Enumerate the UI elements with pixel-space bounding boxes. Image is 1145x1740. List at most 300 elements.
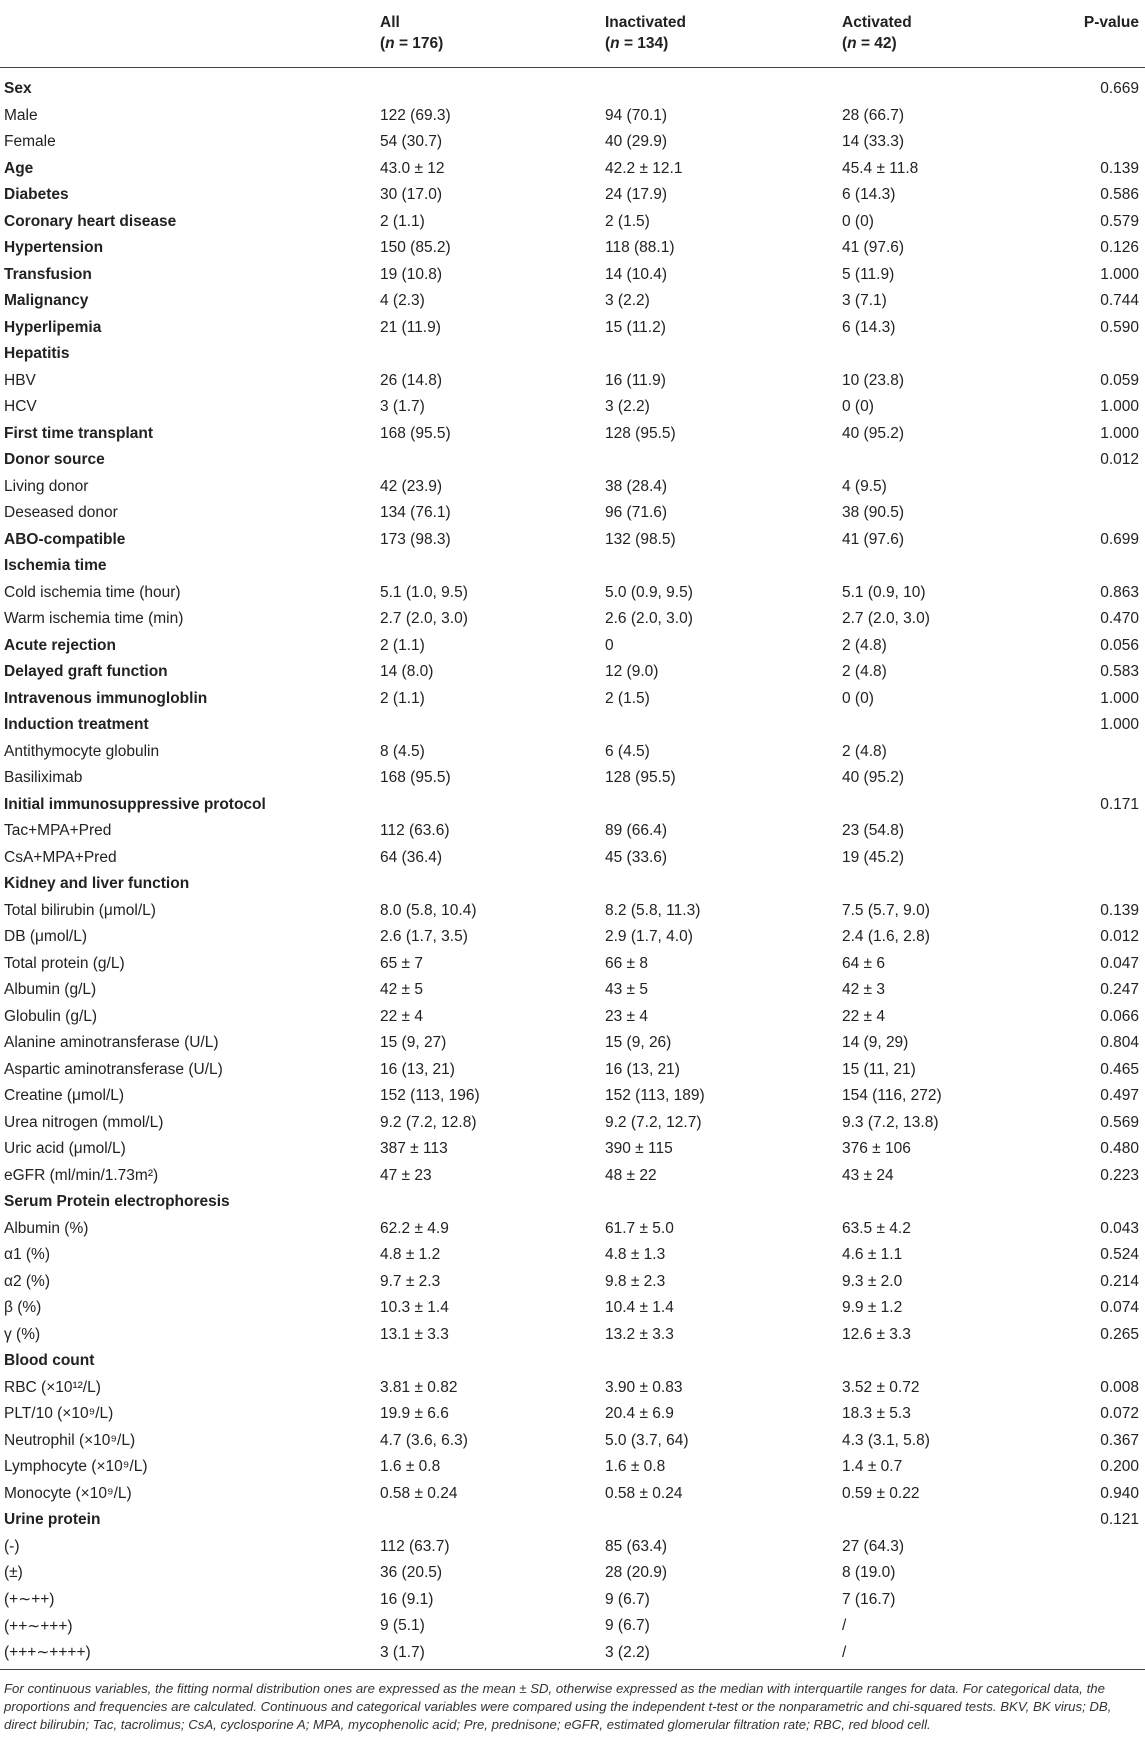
cell-all: 19.9 ± 6.6 bbox=[380, 1405, 449, 1423]
table-row bbox=[0, 315, 1145, 342]
cell-all: 2 (1.1) bbox=[380, 636, 425, 654]
cell-p-value: 0.214 bbox=[1100, 1272, 1139, 1290]
cell-p-value bbox=[1045, 845, 1145, 872]
cell-all: 112 (63.7) bbox=[380, 1537, 450, 1555]
row-label: Urine protein bbox=[4, 1511, 101, 1529]
row-label: Tac+MPA+Pred bbox=[4, 822, 112, 840]
table-row bbox=[0, 1534, 1145, 1561]
cell-all: 387 ± 113 bbox=[380, 1140, 448, 1158]
cell-activated: 6 (14.3) bbox=[842, 186, 896, 204]
row-label: RBC (×10¹²/L) bbox=[4, 1378, 101, 1396]
header-activated: Activated bbox=[842, 14, 912, 31]
row-label: α2 (%) bbox=[4, 1272, 50, 1290]
row-label: ABO-compatible bbox=[4, 530, 126, 548]
n-open-paren: ( bbox=[380, 35, 386, 52]
cell-activated: 2 (4.8) bbox=[842, 663, 887, 681]
cell-activated: 38 (90.5) bbox=[842, 504, 905, 522]
row-label: (±) bbox=[4, 1564, 23, 1582]
cell-inactivated: 42.2 ± 12.1 bbox=[605, 159, 683, 177]
cell-inactivated: 14 (10.4) bbox=[605, 265, 668, 283]
row-label: Urea nitrogen (mmol/L) bbox=[4, 1113, 164, 1131]
row-label: Lymphocyte (×10⁹/L) bbox=[4, 1458, 148, 1476]
row-label: Basiliximab bbox=[4, 769, 83, 787]
table-row bbox=[0, 924, 1145, 951]
cell-p-value bbox=[1045, 129, 1145, 156]
cell-p-value: 1.000 bbox=[1100, 716, 1139, 734]
table-row bbox=[0, 1242, 1145, 1269]
cell-p-value bbox=[1045, 1613, 1145, 1640]
row-label: Serum Protein electrophoresis bbox=[4, 1193, 230, 1211]
row-label: Albumin (%) bbox=[4, 1219, 89, 1237]
cell-activated: 2.7 (2.0, 3.0) bbox=[842, 610, 930, 628]
cell-activated: 42 ± 3 bbox=[842, 981, 885, 999]
table-row bbox=[0, 1560, 1145, 1587]
cell-p-value bbox=[1045, 1348, 1145, 1375]
row-label: Hepatitis bbox=[4, 345, 70, 363]
cell-p-value: 0.265 bbox=[1100, 1325, 1139, 1343]
cell-inactivated: 6 (4.5) bbox=[605, 742, 650, 760]
cell-all: 9.7 ± 2.3 bbox=[380, 1272, 441, 1290]
cell-activated bbox=[838, 553, 1045, 580]
table-row bbox=[0, 1163, 1145, 1190]
table-row bbox=[0, 1269, 1145, 1296]
table-row bbox=[0, 1613, 1145, 1640]
cell-p-value: 0.744 bbox=[1100, 292, 1139, 310]
cell-p-value: 0.047 bbox=[1100, 954, 1139, 972]
table-row bbox=[0, 712, 1145, 739]
cell-inactivated: 61.7 ± 5.0 bbox=[605, 1219, 674, 1237]
cell-all: 152 (113, 196) bbox=[380, 1087, 480, 1105]
cell-p-value: 0.465 bbox=[1100, 1060, 1139, 1078]
cell-inactivated: 38 (28.4) bbox=[605, 477, 668, 495]
cell-inactivated: 28 (20.9) bbox=[605, 1564, 668, 1582]
cell-all: 62.2 ± 4.9 bbox=[380, 1219, 449, 1237]
row-label: Transfusion bbox=[4, 265, 92, 283]
cell-all bbox=[376, 68, 601, 103]
cell-all: 65 ± 7 bbox=[380, 954, 423, 972]
cell-activated: 19 (45.2) bbox=[842, 848, 905, 866]
cell-p-value: 1.000 bbox=[1100, 424, 1139, 442]
cell-activated: 45.4 ± 11.8 bbox=[842, 159, 919, 177]
cell-all: 43.0 ± 12 bbox=[380, 159, 445, 177]
cell-inactivated: 9.2 (7.2, 12.7) bbox=[605, 1113, 702, 1131]
cell-activated: 376 ± 106 bbox=[842, 1140, 911, 1158]
cell-activated: 3 (7.1) bbox=[842, 292, 887, 310]
cell-activated: 2 (4.8) bbox=[842, 742, 887, 760]
table-body bbox=[0, 68, 1145, 1670]
table-row bbox=[0, 1083, 1145, 1110]
cell-all: 168 (95.5) bbox=[380, 424, 451, 442]
table-row bbox=[0, 1428, 1145, 1455]
cell-inactivated: 5.0 (3.7, 64) bbox=[605, 1431, 689, 1449]
cell-activated bbox=[838, 68, 1045, 103]
cell-inactivated: 85 (63.4) bbox=[605, 1537, 668, 1555]
cell-activated: 41 (97.6) bbox=[842, 239, 905, 257]
cell-inactivated: 16 (11.9) bbox=[605, 371, 666, 389]
cell-activated bbox=[838, 712, 1045, 739]
cell-inactivated: 48 ± 22 bbox=[605, 1166, 657, 1184]
row-label: Globulin (g/L) bbox=[4, 1007, 98, 1025]
n-count: = 42) bbox=[860, 35, 897, 52]
cell-activated: 7.5 (5.7, 9.0) bbox=[842, 901, 930, 919]
cell-p-value: 1.000 bbox=[1100, 265, 1139, 283]
table-row bbox=[0, 182, 1145, 209]
cell-p-value bbox=[1045, 1587, 1145, 1614]
cell-p-value: 0.012 bbox=[1100, 451, 1139, 469]
n-count: = 134) bbox=[623, 35, 669, 52]
cell-all bbox=[376, 447, 601, 474]
cell-p-value bbox=[1045, 765, 1145, 792]
cell-p-value: 0.066 bbox=[1100, 1007, 1139, 1025]
cell-activated: 43 ± 24 bbox=[842, 1166, 894, 1184]
row-label: Female bbox=[4, 133, 56, 151]
cell-all: 16 (13, 21) bbox=[380, 1060, 455, 1078]
cell-p-value bbox=[1045, 474, 1145, 501]
cell-inactivated bbox=[601, 1507, 838, 1534]
cell-p-value: 1.000 bbox=[1100, 689, 1139, 707]
cell-all: 14 (8.0) bbox=[380, 663, 434, 681]
table-row bbox=[0, 341, 1145, 368]
cell-all: 9.2 (7.2, 12.8) bbox=[380, 1113, 477, 1131]
cell-all: 4.7 (3.6, 6.3) bbox=[380, 1431, 468, 1449]
table-row bbox=[0, 951, 1145, 978]
cell-p-value: 0.940 bbox=[1100, 1484, 1139, 1502]
table-row bbox=[0, 156, 1145, 183]
header-empty bbox=[0, 0, 376, 33]
cell-activated: / bbox=[838, 1640, 1045, 1670]
cell-all: 47 ± 23 bbox=[380, 1166, 432, 1184]
cell-activated: 3.52 ± 0.72 bbox=[842, 1378, 920, 1396]
cell-activated: 22 ± 4 bbox=[842, 1007, 885, 1025]
cell-inactivated: 2.9 (1.7, 4.0) bbox=[605, 928, 693, 946]
cell-all: 64 (36.4) bbox=[380, 848, 443, 866]
cell-p-value bbox=[1045, 1560, 1145, 1587]
table-row bbox=[0, 1110, 1145, 1137]
cell-activated: 40 (95.2) bbox=[842, 769, 905, 787]
cell-all bbox=[376, 341, 601, 368]
cell-inactivated: 13.2 ± 3.3 bbox=[605, 1325, 674, 1343]
row-label: (+++∼++++) bbox=[0, 1640, 376, 1670]
cell-inactivated: 152 (113, 189) bbox=[605, 1087, 705, 1105]
cell-all: 168 (95.5) bbox=[380, 769, 451, 787]
cell-activated bbox=[838, 792, 1045, 819]
cell-inactivated: 43 ± 5 bbox=[605, 981, 648, 999]
table-row bbox=[0, 129, 1145, 156]
row-label: Blood count bbox=[4, 1352, 95, 1370]
row-label: Age bbox=[4, 159, 34, 177]
cell-activated bbox=[838, 1189, 1045, 1216]
row-label: PLT/10 (×10⁹/L) bbox=[4, 1405, 114, 1423]
table-row bbox=[0, 527, 1145, 554]
cell-p-value: 0.059 bbox=[1100, 371, 1139, 389]
table-row bbox=[0, 421, 1145, 448]
table-row bbox=[0, 1189, 1145, 1216]
row-label: Delayed graft function bbox=[4, 663, 168, 681]
cell-p-value: 0.012 bbox=[1100, 928, 1139, 946]
cell-all: 8.0 (5.8, 10.4) bbox=[380, 901, 477, 919]
cell-all bbox=[376, 871, 601, 898]
n-symbol: n bbox=[385, 35, 395, 52]
cell-inactivated: 3 (2.2) bbox=[605, 398, 650, 416]
cell-inactivated: 2 (1.5) bbox=[605, 689, 650, 707]
cell-inactivated: 128 (95.5) bbox=[605, 769, 676, 787]
cell-p-value: 0.043 bbox=[1100, 1219, 1139, 1237]
row-label: Initial immunosuppressive protocol bbox=[4, 795, 266, 813]
table-row bbox=[0, 765, 1145, 792]
cell-inactivated bbox=[601, 1348, 838, 1375]
cell-activated: 63.5 ± 4.2 bbox=[842, 1219, 911, 1237]
n-open-paren: ( bbox=[842, 35, 848, 52]
row-label: Aspartic aminotransferase (U/L) bbox=[4, 1060, 223, 1078]
cell-p-value: 0.470 bbox=[1100, 610, 1139, 628]
cell-activated: 4 (9.5) bbox=[842, 477, 887, 495]
cell-p-value: 0.223 bbox=[1100, 1166, 1139, 1184]
cell-activated: 5.1 (0.9, 10) bbox=[842, 583, 926, 601]
cell-all bbox=[376, 553, 601, 580]
cell-all: 36 (20.5) bbox=[380, 1564, 443, 1582]
cell-all: 13.1 ± 3.3 bbox=[380, 1325, 449, 1343]
cell-p-value: 0.579 bbox=[1100, 212, 1139, 230]
table-row bbox=[0, 1587, 1145, 1614]
cell-activated bbox=[838, 447, 1045, 474]
table-row bbox=[0, 1295, 1145, 1322]
cell-p-value: 0.121 bbox=[1100, 1511, 1139, 1529]
cell-p-value: 0.200 bbox=[1100, 1458, 1139, 1476]
table-row bbox=[0, 1030, 1145, 1057]
cell-inactivated: 9 (6.7) bbox=[605, 1590, 650, 1608]
cell-all: 21 (11.9) bbox=[380, 318, 441, 336]
cell-activated: 0 (0) bbox=[842, 212, 874, 230]
table-row bbox=[0, 977, 1145, 1004]
row-label: Warm ischemia time (min) bbox=[4, 610, 184, 628]
cell-inactivated bbox=[601, 1189, 838, 1216]
cell-inactivated: 2.6 (2.0, 3.0) bbox=[605, 610, 693, 628]
table-row bbox=[0, 1454, 1145, 1481]
row-label: Cold ischemia time (hour) bbox=[4, 583, 181, 601]
row-label: β (%) bbox=[4, 1299, 42, 1317]
cell-activated: 7 (16.7) bbox=[842, 1590, 896, 1608]
row-label: Male bbox=[4, 106, 38, 124]
cell-activated: 5 (11.9) bbox=[842, 265, 895, 283]
table-row bbox=[0, 262, 1145, 289]
cell-inactivated: 3.90 ± 0.83 bbox=[605, 1378, 683, 1396]
cell-p-value: 0.139 bbox=[1100, 901, 1139, 919]
cell-inactivated bbox=[601, 341, 838, 368]
row-label: Creatine (μmol/L) bbox=[4, 1087, 125, 1105]
cell-all: 2 (1.1) bbox=[380, 689, 425, 707]
cell-p-value: 0.008 bbox=[1100, 1378, 1139, 1396]
n-open-paren: ( bbox=[605, 35, 611, 52]
table-row bbox=[0, 739, 1145, 766]
cell-inactivated: 1.6 ± 0.8 bbox=[605, 1458, 666, 1476]
cell-inactivated: 16 (13, 21) bbox=[605, 1060, 680, 1078]
cell-p-value: 0.863 bbox=[1100, 583, 1139, 601]
cell-inactivated: 128 (95.5) bbox=[605, 424, 676, 442]
cell-all: 10.3 ± 1.4 bbox=[380, 1299, 449, 1317]
header-p-value: P-value bbox=[1083, 14, 1139, 31]
cell-inactivated: 15 (11.2) bbox=[605, 318, 666, 336]
cell-p-value: 0.699 bbox=[1100, 530, 1139, 548]
cell-all: 42 (23.9) bbox=[380, 477, 443, 495]
cell-all: 22 ± 4 bbox=[380, 1007, 423, 1025]
table-row bbox=[0, 1375, 1145, 1402]
cell-inactivated: 390 ± 115 bbox=[605, 1140, 673, 1158]
cell-all: 1.6 ± 0.8 bbox=[380, 1458, 441, 1476]
cell-activated: 14 (33.3) bbox=[842, 133, 905, 151]
cell-inactivated: 3 (2.2) bbox=[605, 292, 650, 310]
cell-p-value: 0.367 bbox=[1100, 1431, 1139, 1449]
cell-p-value bbox=[1045, 341, 1145, 368]
row-label: HBV bbox=[4, 371, 36, 389]
cell-all: 150 (85.2) bbox=[380, 239, 451, 257]
row-label: Monocyte (×10⁹/L) bbox=[4, 1484, 132, 1502]
row-label: Antithymocyte globulin bbox=[4, 742, 160, 760]
cell-p-value: 1.000 bbox=[1100, 398, 1139, 416]
cell-inactivated: 2 (1.5) bbox=[605, 212, 650, 230]
cell-activated bbox=[838, 871, 1045, 898]
cell-inactivated: 10.4 ± 1.4 bbox=[605, 1299, 674, 1317]
cell-activated: 10 (23.8) bbox=[842, 371, 905, 389]
cell-all bbox=[376, 712, 601, 739]
n-count: = 176) bbox=[398, 35, 444, 52]
table-row bbox=[0, 103, 1145, 130]
cell-p-value: 0.126 bbox=[1100, 239, 1139, 257]
row-label: HCV bbox=[4, 398, 37, 416]
cell-p-value bbox=[1045, 1534, 1145, 1561]
table-row bbox=[0, 1507, 1145, 1534]
row-label: Kidney and liver function bbox=[4, 875, 190, 893]
cell-inactivated: 9 (6.7) bbox=[605, 1617, 650, 1635]
cell-p-value: 0.590 bbox=[1100, 318, 1139, 336]
cell-activated: 0.59 ± 0.22 bbox=[842, 1484, 920, 1502]
row-label: Acute rejection bbox=[4, 636, 116, 654]
table-row bbox=[0, 288, 1145, 315]
table-row bbox=[0, 68, 1145, 103]
cell-inactivated bbox=[601, 553, 838, 580]
cell-activated: 28 (66.7) bbox=[842, 106, 905, 124]
table-row bbox=[0, 580, 1145, 607]
table-row bbox=[0, 553, 1145, 580]
cell-p-value: 0.247 bbox=[1100, 981, 1139, 999]
cell-all: 4 (2.3) bbox=[380, 292, 425, 310]
table-row bbox=[0, 394, 1145, 421]
table-row bbox=[0, 659, 1145, 686]
cell-inactivated: 20.4 ± 6.9 bbox=[605, 1405, 674, 1423]
cell-inactivated: 5.0 (0.9, 9.5) bbox=[605, 583, 693, 601]
cell-p-value: 0.074 bbox=[1100, 1299, 1139, 1317]
header-activated-n bbox=[838, 33, 1045, 68]
cell-activated: 4.3 (3.1, 5.8) bbox=[842, 1431, 930, 1449]
n-symbol: n bbox=[847, 35, 857, 52]
cell-all bbox=[376, 792, 601, 819]
header-inactivated: Inactivated bbox=[605, 14, 686, 31]
cell-p-value: 0.056 bbox=[1100, 636, 1139, 654]
table-row bbox=[0, 1057, 1145, 1084]
cell-inactivated: 3 (2.2) bbox=[601, 1640, 838, 1670]
row-label: Hyperlipemia bbox=[4, 318, 102, 336]
cell-p-value bbox=[1045, 553, 1145, 580]
cell-activated bbox=[838, 1507, 1045, 1534]
cell-all: 4.8 ± 1.2 bbox=[380, 1246, 441, 1264]
cell-activated: 14 (9, 29) bbox=[842, 1034, 909, 1052]
cell-p-value: 0.586 bbox=[1100, 186, 1139, 204]
row-label: Sex bbox=[4, 80, 32, 98]
table-row bbox=[0, 871, 1145, 898]
row-label: Intravenous immunogloblin bbox=[4, 689, 208, 707]
cell-p-value: 0.497 bbox=[1100, 1087, 1139, 1105]
cell-all bbox=[376, 1348, 601, 1375]
row-label: (+∼++) bbox=[4, 1591, 55, 1609]
cell-activated: 2.4 (1.6, 2.8) bbox=[842, 928, 930, 946]
cell-activated: 0 (0) bbox=[842, 398, 874, 416]
cell-all: 42 ± 5 bbox=[380, 981, 423, 999]
row-label: First time transplant bbox=[4, 424, 153, 442]
cell-inactivated: 96 (71.6) bbox=[605, 504, 668, 522]
cell-p-value bbox=[1045, 818, 1145, 845]
cell-all bbox=[376, 1507, 601, 1534]
row-label: Malignancy bbox=[4, 292, 89, 310]
cell-inactivated: 89 (66.4) bbox=[605, 822, 668, 840]
cell-all: 134 (76.1) bbox=[380, 504, 451, 522]
cell-p-value: 0.669 bbox=[1100, 80, 1139, 98]
cell-all: 26 (14.8) bbox=[380, 371, 443, 389]
header-empty-3 bbox=[1045, 33, 1145, 68]
row-label: eGFR (ml/min/1.73m²) bbox=[4, 1166, 159, 1184]
row-label: Ischemia time bbox=[4, 557, 107, 575]
table-header bbox=[0, 0, 1145, 68]
cell-all: 112 (63.6) bbox=[380, 822, 450, 840]
cell-all: 2.6 (1.7, 3.5) bbox=[380, 928, 468, 946]
row-label: Uric acid (μmol/L) bbox=[4, 1140, 126, 1158]
cell-activated: 154 (116, 272) bbox=[842, 1087, 942, 1105]
cell-inactivated bbox=[601, 712, 838, 739]
table-row bbox=[0, 633, 1145, 660]
row-label: Donor source bbox=[4, 451, 105, 469]
cell-all: 54 (30.7) bbox=[380, 133, 443, 151]
table-row bbox=[0, 500, 1145, 527]
cell-activated: 23 (54.8) bbox=[842, 822, 905, 840]
cell-p-value: 0.171 bbox=[1100, 795, 1139, 813]
header-all-n bbox=[376, 33, 601, 68]
cell-p-value bbox=[1045, 871, 1145, 898]
cell-p-value bbox=[1045, 1640, 1145, 1670]
cell-p-value: 0.804 bbox=[1100, 1034, 1139, 1052]
table-row bbox=[0, 209, 1145, 236]
cell-all: 3.81 ± 0.82 bbox=[380, 1378, 458, 1396]
cell-all: 5.1 (1.0, 9.5) bbox=[380, 583, 468, 601]
cell-inactivated: 12 (9.0) bbox=[605, 663, 659, 681]
table-row bbox=[0, 1136, 1145, 1163]
cell-inactivated: 23 ± 4 bbox=[605, 1007, 648, 1025]
table-row bbox=[0, 1322, 1145, 1349]
header-all: All bbox=[380, 14, 400, 31]
cell-p-value bbox=[1045, 739, 1145, 766]
cell-inactivated: 8.2 (5.8, 11.3) bbox=[605, 901, 701, 919]
cell-inactivated: 94 (70.1) bbox=[605, 106, 668, 124]
table-row bbox=[0, 474, 1145, 501]
cell-all: 9 (5.1) bbox=[380, 1617, 425, 1635]
cell-p-value: 0.569 bbox=[1100, 1113, 1139, 1131]
cell-p-value: 0.524 bbox=[1100, 1246, 1139, 1264]
cell-inactivated bbox=[601, 447, 838, 474]
cell-all: 30 (17.0) bbox=[380, 186, 443, 204]
table-row bbox=[0, 447, 1145, 474]
n-symbol: n bbox=[610, 35, 620, 52]
row-label: Diabetes bbox=[4, 186, 69, 204]
cell-activated: 9.3 ± 2.0 bbox=[842, 1272, 903, 1290]
cell-activated: 27 (64.3) bbox=[842, 1537, 905, 1555]
cell-inactivated: 40 (29.9) bbox=[605, 133, 668, 151]
